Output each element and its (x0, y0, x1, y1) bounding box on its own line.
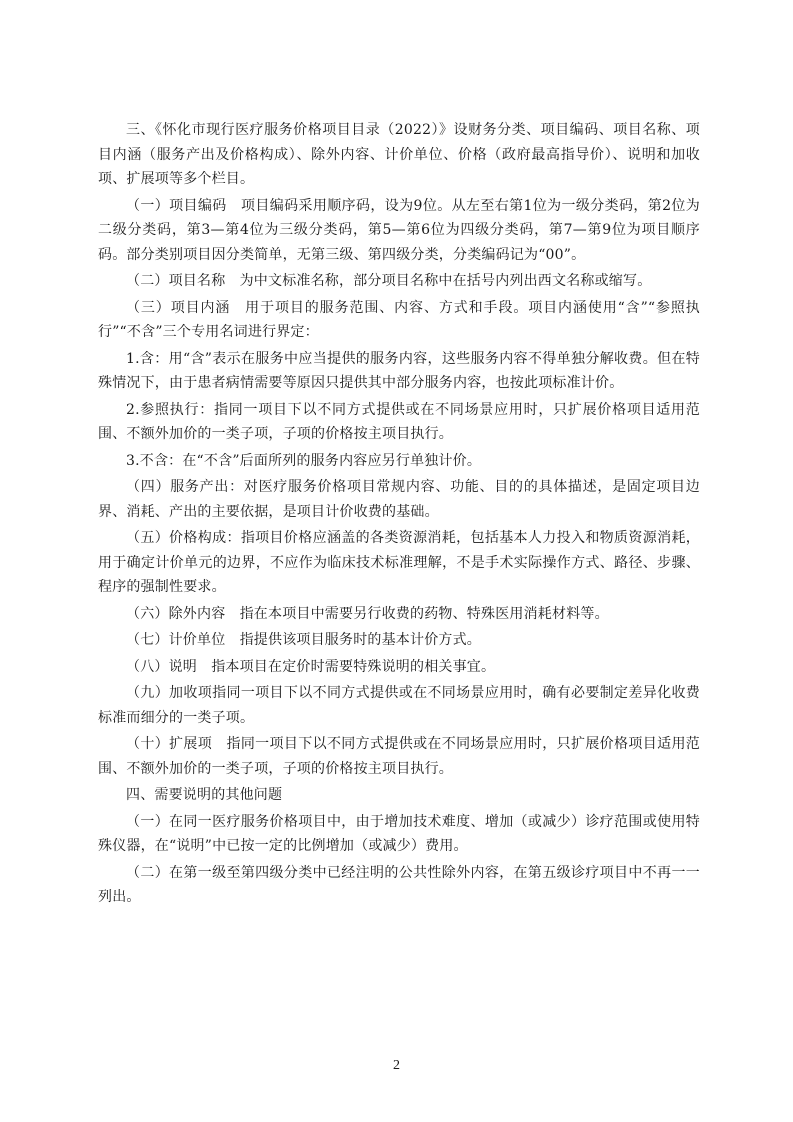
paragraph: 3.不含：在“不含”后面所列的服务内容应另行单独计价。 (126, 452, 482, 469)
paragraph: （七）计价单位 指提供该项目服务时的基本计价方式。 (126, 632, 481, 648)
body-text (98, 118, 700, 912)
page-number: 2 (393, 1058, 400, 1073)
paragraph: （一）项目编码 项目编码采用顺序码，设为9位。从左至右第1位为一级分类码，第2位为二级分类码，第3—第4位为三级分类码，第5—第6位为四级分类码，第7—第9位为项目顺序码。部分类别项目因分类简单，无第三级、第四级分类，分类编码记为“00”。 (98, 197, 700, 263)
paragraph: （三）项目内涵 用于项目的服务范围、内容、方式和手段。项目内涵使用“含”“参照执行”“不含”三个专用名词进行界定： (98, 299, 700, 340)
paragraph: （二）在第一级至第四级分类中已经注明的公共性除外内容，在第五级诊疗项目中不再一一列出。 (98, 864, 700, 905)
paragraph: （六）除外内容 指在本项目中需要另行收费的药物、特殊医用消耗材料等。 (126, 605, 609, 622)
paragraph: （五）价格构成：指项目价格应涵盖的各类资源消耗，包括基本人力投入和物质资源消耗，用于确定计价单元的边界，不应作为临床技术标准理解，不是手术实际操作方式、路径、步骤、程序的强制性要求。 (98, 530, 700, 595)
paragraph: （八）说明 指本项目在定价时需要特殊说明的相关事宜。 (126, 658, 496, 675)
paragraph: （九）加收项指同一项目下以不同方式提供或在不同场景应用时，确有必要制定差异化收费标准而细分的一类子项。 (98, 685, 700, 726)
paragraph: （一）在同一医疗服务价格项目中，由于增加技术难度、增加（或减少）诊疗范围或使用特殊仪器，在“说明”中已按一定的比例增加（或减少）费用。 (98, 813, 700, 854)
paragraph: （十）扩展项 指同一项目下以不同方式提供或在不同场景应用时，只扩展价格项目适用范围、不额外加价的一类子项，子项的价格按主项目执行。 (98, 736, 700, 777)
paragraph: （四）服务产出：对医疗服务价格项目常规内容、功能、目的的具体描述，是固定项目边界、消耗、产出的主要依据，是项目计价收费的基础。 (98, 479, 700, 520)
paragraph: 三、《怀化市现行医疗服务价格项目目录（2022）》设财务分类、项目编码、项目名称、项目内涵（服务产出及价格构成）、除外内容、计价单位、价格（政府最高指导价）、说明和加收项、扩展项等多个栏目。 (98, 122, 700, 187)
paragraph: 2.参照执行：指同一项目下以不同方式提供或在不同场景应用时，只扩展价格项目适用范围、不额外加价的一类子项，子项的价格按主项目执行。 (98, 401, 700, 442)
section-heading: 四、需要说明的其他问题 (126, 787, 283, 803)
paragraph: 1.含：用“含”表示在服务中应当提供的服务内容，这些服务内容不得单独分解收费。但在特殊情况下，由于患者病情需要等原因只提供其中部分服务内容，也按此项标准计价。 (98, 350, 700, 391)
paragraph: （二）项目名称 为中文标准名称，部分项目名称中在括号内列出西文名称或缩写。 (126, 273, 652, 289)
